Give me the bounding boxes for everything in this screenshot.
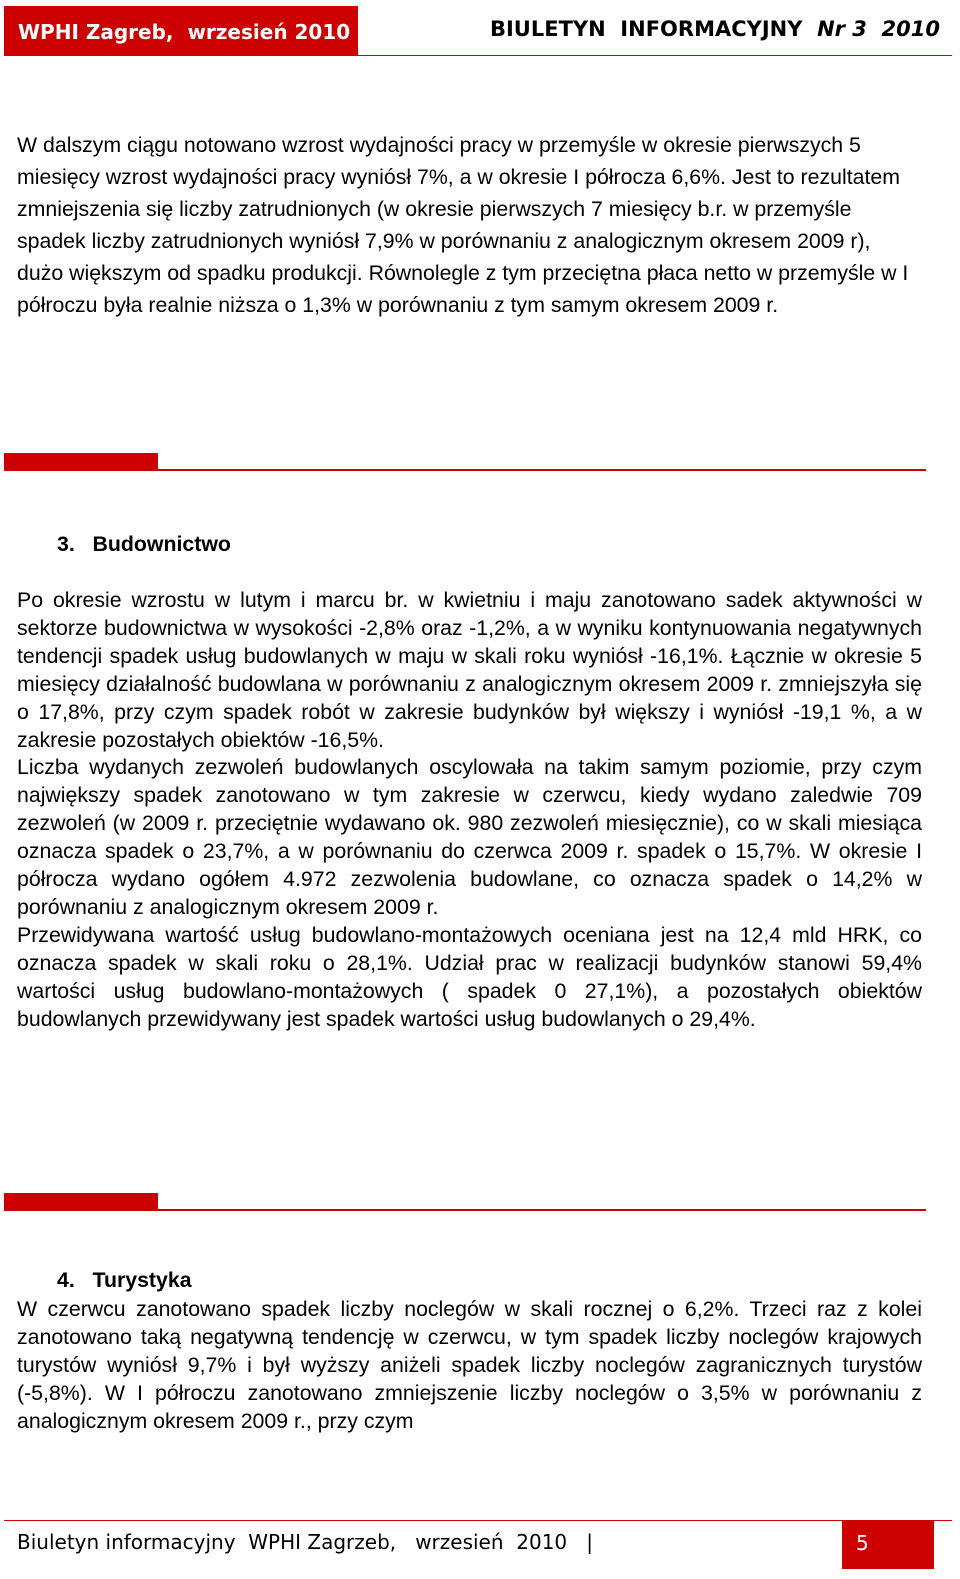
footer-rule [4,1520,952,1521]
header-title-text: BIULETYN INFORMACYJNY [489,17,818,41]
paragraph: Przewidywana wartość usług budowlano-montażowych oceniana jest na 12,4 mld HRK, co oznacza spadek w skali roku o 28,1%. Udział prac w realizacji budynków stanowi 59,4% wartości usług budowlano-montażowych ( spadek 0 27,1%), a pozostałych obiektów budowlanych przewidywany jest spadek wartości usług budowlanych o 29,4%. [17,922,922,1031]
header-badge: WPHI Zagreb, wrzesień 2010 [4,6,358,56]
header-title [490,17,940,41]
paragraph: Po okresie wzrostu w lutym i marcu br. w kwietniu i maju zanotowano sadek aktywności w sektorze budownictwa w wysokości -2,8% oraz -1,2%, a w wyniku kontynuowania negatywnych tendencji spadek usług budowlanych w maju w skali roku wyniósł -16,1%. Łącznie w okresie 5 miesięcy działalność budowlana w porównaniu z analogicznym okresem 2009 r. zmniejszyła się o 17,8%, przy czym spadek robót w zakresie budynków był większy i wyniósł -19,1 %, a w zakresie pozostałych obiektów -16,5%. [17,588,922,752]
paragraph: Liczba wydanych zezwoleń budowlanych oscylowała na takim samym poziomie, przy czym największy spadek zanotowano w tym zakresie w czerwcu, kiedy wydano zaledwie 709 zezwoleń (w 2009 r. przeciętnie wydawano ok. 980 zezwoleń miesięcznie), co w skali miesiąca oznacza spadek o 23,7%, a w porównaniu do czerwca 2009 r. spadek o 15,7%. W okresie I półrocza wydano ogółem 4.972 zezwolenia budowlane, co oznacza spadek o 14,2% w porównaniu z analogicznym okresem 2009 r. [17,755,922,919]
section-heading-budownictwo: 3. Budownictwo [57,532,231,556]
section-divider-line [158,469,926,471]
section-divider-line [158,1209,926,1211]
section-divider-bar [4,453,158,471]
header-rule [358,55,952,56]
section-body-budownictwo [17,587,922,1034]
header-issue: Nr 3 2010 [817,17,940,41]
intro-paragraph: W dalszym ciągu notowano wzrost wydajności pracy w przemyśle w okresie pierwszych 5 miesięcy wzrost wydajności pracy wyniósł 7%, a w okresie I półrocza 6,6%. Jest to rezultatem zmniejszenia się liczby zatrudnionych (w okresie pierwszych 7 miesięcy b.r. w przemyśle spadek liczby zatrudnionych wyniósł 7,9% w porównaniu z analogicznym okresem 2009 r), dużo większym od spadku produkcji. Równolegle z tym przeciętna płaca netto w przemyśle w I półroczu była realnie niższa o 1,3% w porównaniu z tym samym okresem 2009 r. [17,133,909,317]
section-body-turystyka: W czerwcu zanotowano spadek liczby noclegów w skali rocznej o 6,2%. Trzeci raz z kolei zanotowano taką negatywną tendencję w czerwcu, w tym spadek liczby noclegów krajowych turystów wyniósł 9,7% i był wyższy aniżeli spadek liczby noclegów zagranicznych turystów (-5,8%). W I półroczu zanotowano zmniejszenie liczby noclegów o 3,5% w porównaniu z analogicznym okresem 2009 r., przy czym [17,1297,922,1433]
section-divider-bar [4,1193,158,1211]
footer-text: Biuletyn informacyjny WPHI Zagrzeb, wrzesień 2010 | [17,1530,593,1554]
page-number: 5 [842,1521,934,1569]
section-heading-turystyka: 4. Turystyka [57,1268,192,1292]
